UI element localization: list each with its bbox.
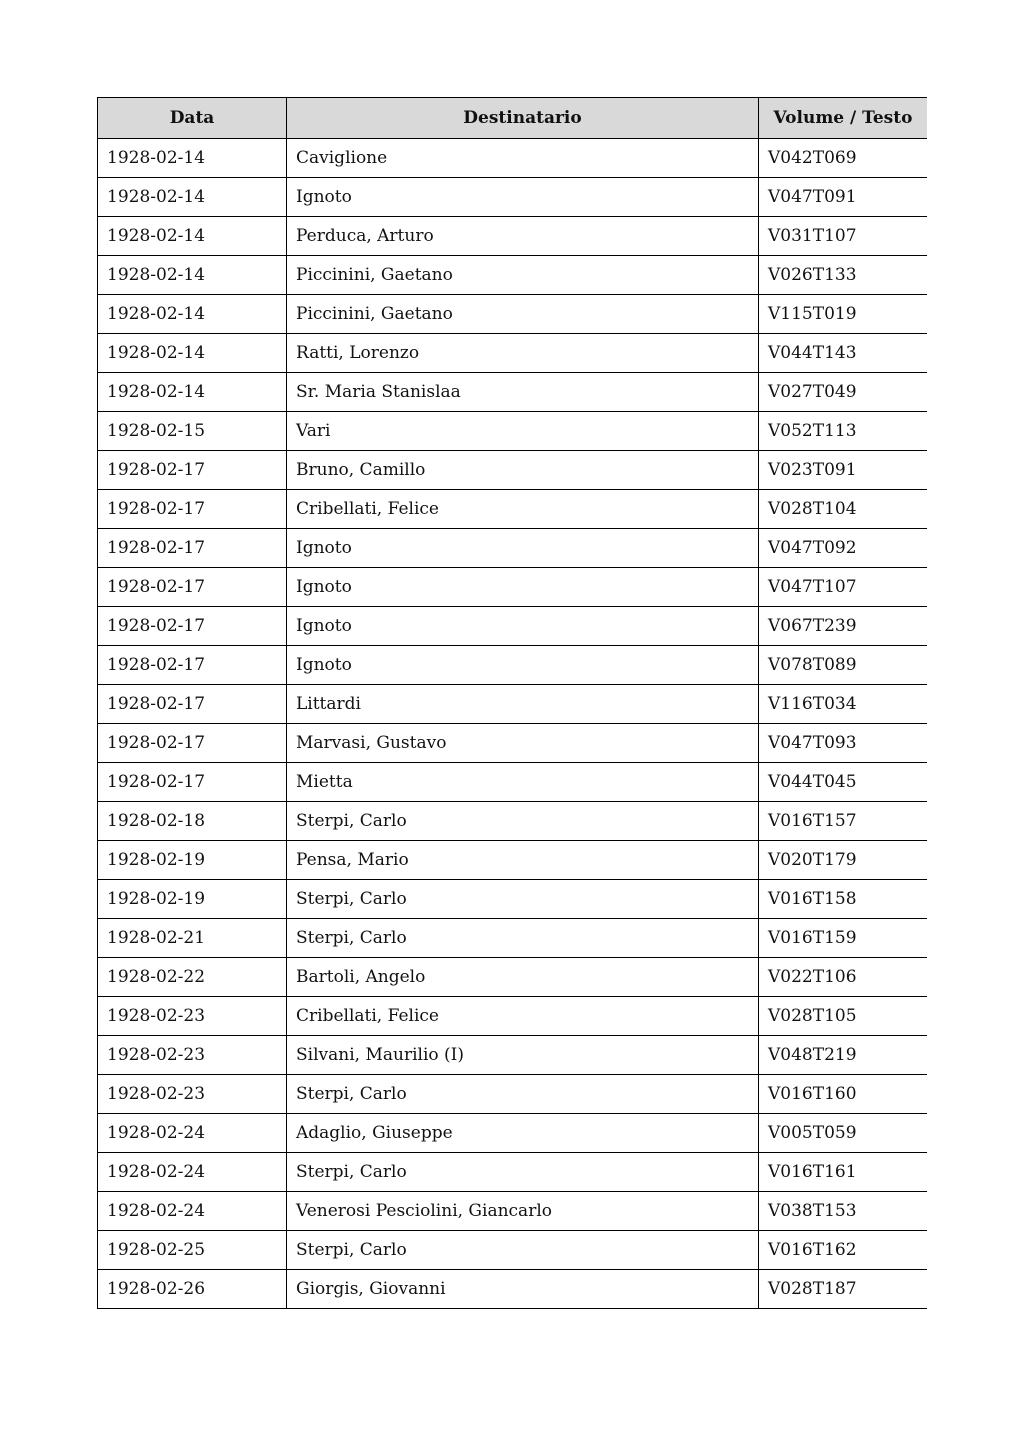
cell-date: 1928-02-17 [98,607,287,646]
cell-volume: V052T113 [759,412,928,451]
table-body [98,139,928,1309]
cell-volume: V016T162 [759,1231,928,1270]
table-row [98,568,928,607]
table-header [98,98,928,139]
table-container [97,97,927,1312]
cell-recipient: Perduca, Arturo [287,217,759,256]
cell-recipient: Mietta [287,763,759,802]
cell-volume: V047T091 [759,178,928,217]
cell-recipient: Ignoto [287,568,759,607]
cell-recipient: Bartoli, Angelo [287,958,759,997]
cell-date: 1928-02-21 [98,919,287,958]
table-row [98,139,928,178]
cell-recipient: Ignoto [287,607,759,646]
cell-date: 1928-02-18 [98,802,287,841]
table-row [98,490,928,529]
table-row [98,685,928,724]
cell-recipient: Venerosi Pesciolini, Giancarlo [287,1192,759,1231]
cell-recipient: Caviglione [287,139,759,178]
cell-date: 1928-02-23 [98,997,287,1036]
cell-volume: V016T161 [759,1153,928,1192]
cell-recipient: Littardi [287,685,759,724]
cell-date: 1928-02-26 [98,1270,287,1309]
table-row [98,1192,928,1231]
cell-recipient: Sterpi, Carlo [287,1153,759,1192]
cell-date: 1928-02-22 [98,958,287,997]
cell-volume: V115T019 [759,295,928,334]
table-row [98,334,928,373]
table-row [98,256,928,295]
cell-recipient: Cribellati, Felice [287,490,759,529]
cell-date: 1928-02-14 [98,178,287,217]
cell-recipient: Sr. Maria Stanislaa [287,373,759,412]
table-row [98,1153,928,1192]
letters-table [97,97,927,1309]
cell-recipient: Marvasi, Gustavo [287,724,759,763]
cell-volume: V023T091 [759,451,928,490]
table-row [98,1114,928,1153]
cell-date: 1928-02-17 [98,763,287,802]
cell-recipient: Cribellati, Felice [287,997,759,1036]
cell-recipient: Piccinini, Gaetano [287,256,759,295]
cell-recipient: Ignoto [287,178,759,217]
table-row [98,373,928,412]
cell-volume: V016T160 [759,1075,928,1114]
cell-recipient: Giorgis, Giovanni [287,1270,759,1309]
cell-volume: V044T045 [759,763,928,802]
cell-date: 1928-02-17 [98,490,287,529]
table-row [98,1231,928,1270]
cell-date: 1928-02-23 [98,1036,287,1075]
table-row [98,763,928,802]
cell-date: 1928-02-25 [98,1231,287,1270]
cell-date: 1928-02-24 [98,1153,287,1192]
cell-date: 1928-02-19 [98,841,287,880]
table-row [98,1036,928,1075]
cell-recipient: Sterpi, Carlo [287,802,759,841]
table-row [98,412,928,451]
cell-volume: V028T105 [759,997,928,1036]
cell-volume: V038T153 [759,1192,928,1231]
cell-date: 1928-02-14 [98,256,287,295]
cell-volume: V047T092 [759,529,928,568]
cell-volume: V016T159 [759,919,928,958]
cell-recipient: Sterpi, Carlo [287,1231,759,1270]
table-row [98,646,928,685]
cell-date: 1928-02-14 [98,334,287,373]
column-header-date: Data [98,98,287,139]
cell-recipient: Ignoto [287,529,759,568]
cell-date: 1928-02-15 [98,412,287,451]
cell-volume: V044T143 [759,334,928,373]
cell-recipient: Sterpi, Carlo [287,1075,759,1114]
cell-volume: V027T049 [759,373,928,412]
table-row [98,178,928,217]
cell-volume: V028T187 [759,1270,928,1309]
cell-date: 1928-02-19 [98,880,287,919]
cell-volume: V048T219 [759,1036,928,1075]
cell-date: 1928-02-17 [98,451,287,490]
cell-volume: V031T107 [759,217,928,256]
cell-volume: V005T059 [759,1114,928,1153]
cell-recipient: Piccinini, Gaetano [287,295,759,334]
cell-recipient: Adaglio, Giuseppe [287,1114,759,1153]
cell-date: 1928-02-24 [98,1114,287,1153]
cell-volume: V116T034 [759,685,928,724]
table-row [98,958,928,997]
table-row [98,1270,928,1309]
cell-date: 1928-02-17 [98,568,287,607]
cell-volume: V047T107 [759,568,928,607]
cell-date: 1928-02-17 [98,724,287,763]
cell-volume: V067T239 [759,607,928,646]
cell-recipient: Pensa, Mario [287,841,759,880]
cell-volume: V016T157 [759,802,928,841]
table-row [98,451,928,490]
cell-volume: V078T089 [759,646,928,685]
cell-date: 1928-02-17 [98,685,287,724]
cell-date: 1928-02-14 [98,139,287,178]
cell-volume: V047T093 [759,724,928,763]
cell-date: 1928-02-17 [98,529,287,568]
cell-recipient: Sterpi, Carlo [287,880,759,919]
cell-volume: V042T069 [759,139,928,178]
column-header-volume: Volume / Testo [759,98,928,139]
table-row [98,841,928,880]
cell-date: 1928-02-14 [98,373,287,412]
table-row [98,295,928,334]
cell-volume: V022T106 [759,958,928,997]
cell-volume: V028T104 [759,490,928,529]
table-row [98,607,928,646]
cell-recipient: Ratti, Lorenzo [287,334,759,373]
cell-volume: V020T179 [759,841,928,880]
table-row [98,724,928,763]
table-row [98,880,928,919]
table-row [98,802,928,841]
table-row [98,919,928,958]
table-row [98,529,928,568]
cell-volume: V026T133 [759,256,928,295]
table-row [98,217,928,256]
cell-recipient: Silvani, Maurilio (I) [287,1036,759,1075]
cell-date: 1928-02-17 [98,646,287,685]
cell-date: 1928-02-23 [98,1075,287,1114]
cell-recipient: Sterpi, Carlo [287,919,759,958]
cell-date: 1928-02-24 [98,1192,287,1231]
column-header-recipient: Destinatario [287,98,759,139]
table-row [98,997,928,1036]
cell-recipient: Vari [287,412,759,451]
cell-date: 1928-02-14 [98,295,287,334]
header-row [98,98,928,139]
table-row [98,1075,928,1114]
cell-recipient: Bruno, Camillo [287,451,759,490]
cell-volume: V016T158 [759,880,928,919]
cell-date: 1928-02-14 [98,217,287,256]
cell-recipient: Ignoto [287,646,759,685]
